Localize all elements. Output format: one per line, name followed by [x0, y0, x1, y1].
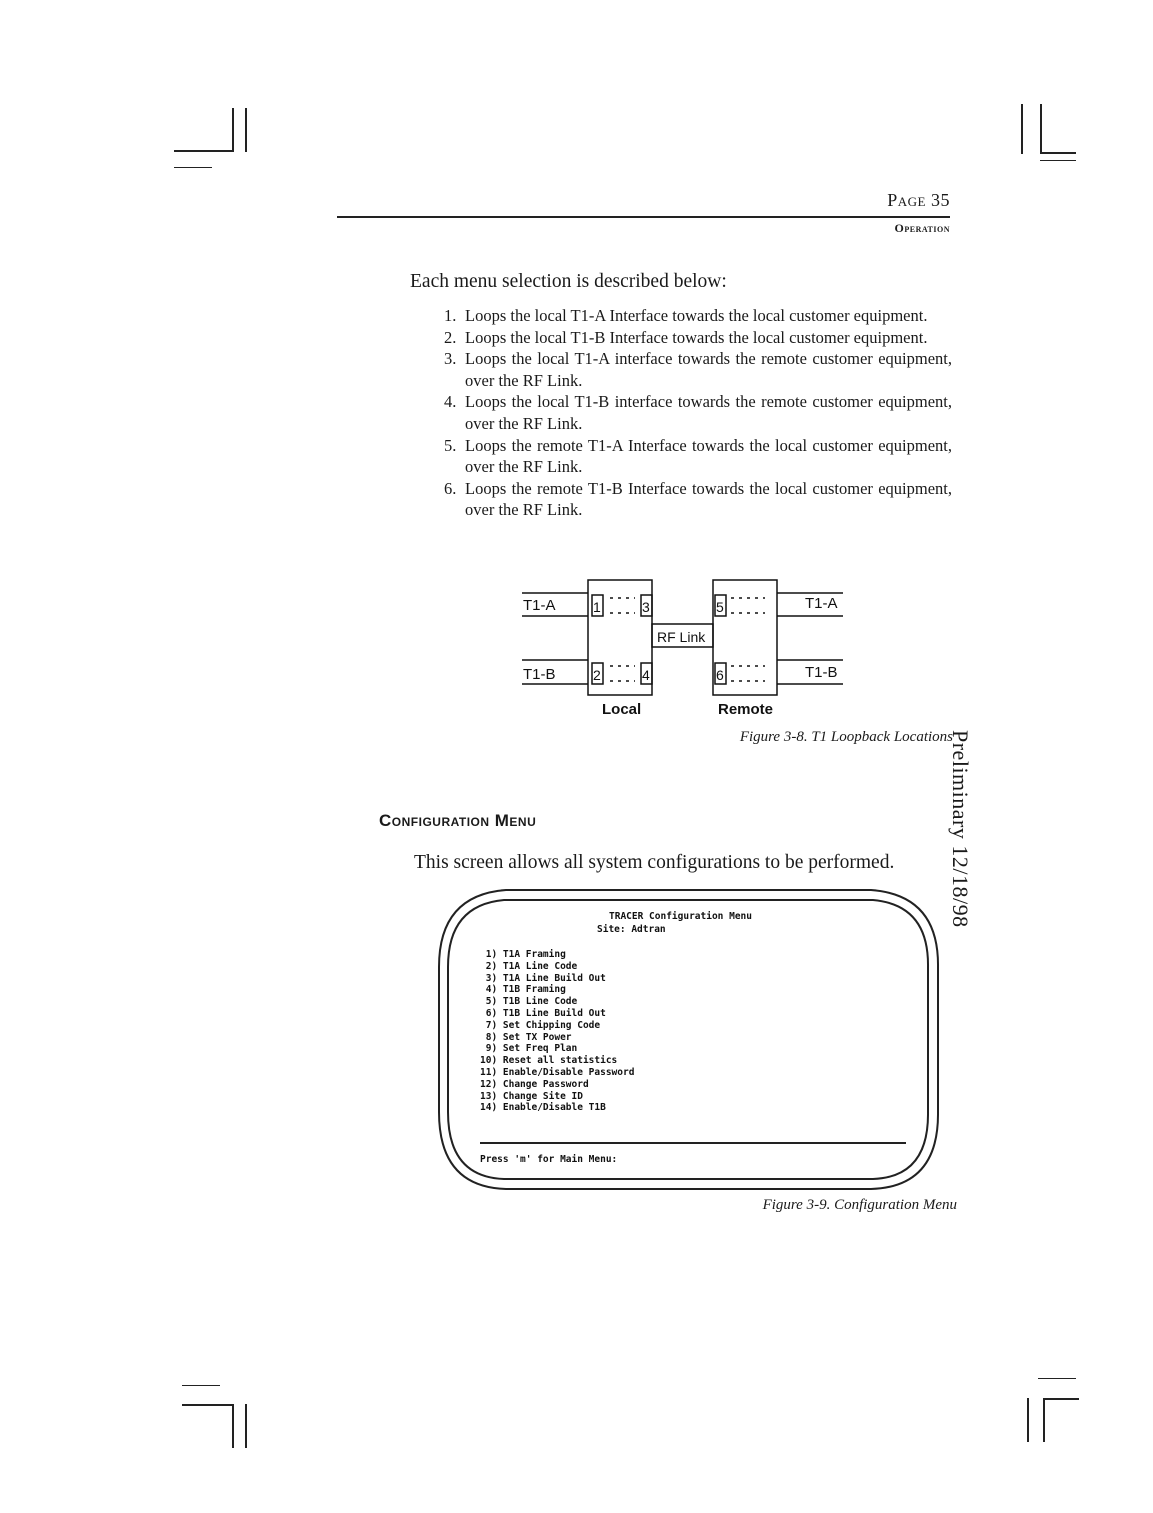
figure-caption: Figure 3-8. T1 Loopback Locations: [739, 729, 953, 745]
crop-mark: [1040, 104, 1042, 154]
list-item: [444, 348, 952, 391]
box-number-6: 6: [716, 667, 724, 683]
list-text: Loops the local T1-B Interface towards the local customer equipment.: [465, 327, 928, 347]
t1b-right-label: T1-B: [805, 664, 838, 681]
menu-item[interactable]: 7) Set Chipping Code: [480, 1019, 601, 1031]
crop-mark: [182, 1404, 234, 1406]
list-number: 5.: [444, 435, 457, 455]
description-list: [444, 305, 952, 521]
terminal-prompt[interactable]: Press 'm' for Main Menu:: [480, 1154, 618, 1165]
list-text: Loops the local T1-A Interface towards the local customer equipment.: [465, 306, 928, 325]
local-label: Local: [602, 701, 642, 718]
menu-item[interactable]: 2) T1A Line Code: [480, 960, 578, 972]
section-heading: Configuration Menu: [379, 811, 537, 830]
menu-item[interactable]: 12) Change Password: [480, 1078, 589, 1090]
list-number: 3.: [444, 349, 457, 369]
crop-mark: [1021, 104, 1023, 154]
menu-item[interactable]: 4) T1B Framing: [480, 984, 566, 996]
crop-mark: [182, 1385, 220, 1386]
rf-link-label: RF Link: [657, 629, 706, 645]
list-number: 4.: [444, 392, 457, 412]
box-number-4: 4: [642, 667, 650, 683]
side-note: Preliminary 12/18/98: [948, 730, 973, 928]
list-number: 6.: [444, 478, 457, 498]
t1a-right-label: T1-A: [805, 595, 838, 612]
list-number: 2.: [444, 327, 457, 347]
box-number-5: 5: [716, 599, 724, 615]
intro-text: Each menu selection is described below:: [410, 271, 727, 292]
crop-mark: [1027, 1398, 1029, 1442]
list-item: [444, 305, 952, 327]
list-text: Loops the local T1-B interface towards the remote customer equipment, over the RF Link.: [465, 392, 952, 433]
terminal-site: Site: Adtran: [597, 924, 666, 935]
header-rule: [337, 216, 950, 218]
crop-mark: [174, 150, 234, 152]
list-item: [444, 327, 952, 349]
menu-item[interactable]: 9) Set Freq Plan: [480, 1043, 578, 1055]
terminal-title: TRACER Configuration Menu: [609, 911, 752, 922]
page-number: Page 35: [887, 190, 950, 210]
section-name: Operation: [894, 221, 950, 235]
box-number-3: 3: [642, 599, 650, 615]
terminal-divider: [480, 1142, 906, 1144]
crop-mark: [1040, 160, 1076, 161]
list-text: Loops the local T1-A interface towards the remote customer equipment, over the RF Link.: [465, 349, 952, 390]
list-text: Loops the remote T1-A Interface towards the local customer equipment, over the RF Link.: [465, 435, 952, 477]
crop-mark: [1043, 1398, 1079, 1400]
crop-mark: [245, 1404, 247, 1448]
menu-item[interactable]: 10) Reset all statistics: [480, 1055, 618, 1067]
terminal-menu-list: [480, 949, 634, 1114]
menu-item[interactable]: 14) Enable/Disable T1B: [480, 1102, 606, 1114]
config-intro-text: This screen allows all system configurations to be performed.: [414, 852, 895, 873]
list-item: [444, 391, 952, 434]
list-item: [444, 435, 952, 478]
remote-label: Remote: [718, 701, 774, 718]
loopback-diagram: [515, 575, 855, 720]
crop-mark: [1038, 1378, 1076, 1379]
menu-item[interactable]: 5) T1B Line Code: [480, 996, 578, 1008]
t1b-left-label: T1-B: [523, 666, 556, 683]
crop-mark: [245, 108, 247, 152]
list-number: 1.: [444, 306, 457, 325]
list-text: Loops the remote T1-B Interface towards the local customer equipment, over the RF Link.: [465, 478, 952, 520]
figure-caption: Figure 3-9. Configuration Menu: [762, 1197, 957, 1213]
crop-mark: [232, 1404, 234, 1448]
crop-mark: [174, 167, 212, 168]
list-item: [444, 478, 952, 521]
menu-item[interactable]: 13) Change Site ID: [480, 1090, 583, 1102]
menu-item[interactable]: 6) T1B Line Build Out: [480, 1007, 606, 1019]
box-number-1: 1: [593, 599, 601, 615]
crop-mark: [1040, 152, 1076, 154]
menu-item[interactable]: 8) Set TX Power: [480, 1031, 572, 1043]
box-number-2: 2: [593, 667, 601, 683]
crop-mark: [232, 108, 234, 152]
t1a-left-label: T1-A: [523, 597, 556, 614]
crop-mark: [1043, 1398, 1045, 1442]
menu-item[interactable]: 1) T1A Framing: [480, 949, 566, 960]
menu-item[interactable]: 11) Enable/Disable Password: [480, 1066, 635, 1078]
menu-item[interactable]: 3) T1A Line Build Out: [480, 972, 606, 984]
